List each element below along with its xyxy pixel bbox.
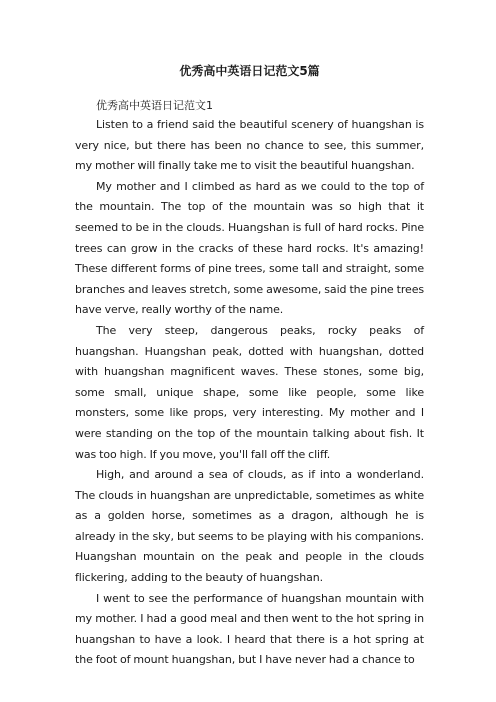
paragraph: The very steep, dangerous peaks, rocky peaks of huangshan. Huangshan peak, dotted with huangshan, dotted with huangshan magnificent waves. These stones, some big, some small, unique shape, some like people, some like monsters, some like props, very interesting. My mother and I were standing on the top of the mountain talking about fish. It was too high. If you move, you'll fall off the cliff. [75,323,424,461]
section-heading: 优秀高中英语日记范文1 [96,99,213,112]
paragraph: Listen to a friend said the beautiful scenery of huangshan is very nice, but there has been no chance to see, this summer, my mother will finally take me to visit the beautiful huangshan. [75,118,424,173]
document-page [75,0,424,671]
paragraph: High, and around a sea of clouds, as if into a wonderland. The clouds in huangshan are unpredictable, sometimes as white as a golden horse, sometimes as a dragon, although he is already in the sky, but seems to be playing with his companions. Huangshan mountain on the peak and people in the clouds flickering, adding to the beauty of huangshan. [75,468,424,585]
paragraph: I went to see the performance of huangshan mountain with my mother. I had a good meal and then went to the hot spring in huangshan to have a look. I heard that there is a hot spring at the foot of mount huangshan, but I have never had a chance to [75,591,424,667]
paragraph: My mother and I climbed as hard as we could to the top of the mountain. The top of the mountain was so high that it seemed to be in the clouds. Huangshan is full of hard rocks. Pine trees can grow in the cracks of these hard rocks. It's amazing! These different forms of pine trees, some tall and straight, some branches and leaves stretch, some awesome, said the pine trees have verve, really worthy of the name. [75,179,424,317]
document-title: 优秀高中英语日记范文5篇 [179,64,320,78]
